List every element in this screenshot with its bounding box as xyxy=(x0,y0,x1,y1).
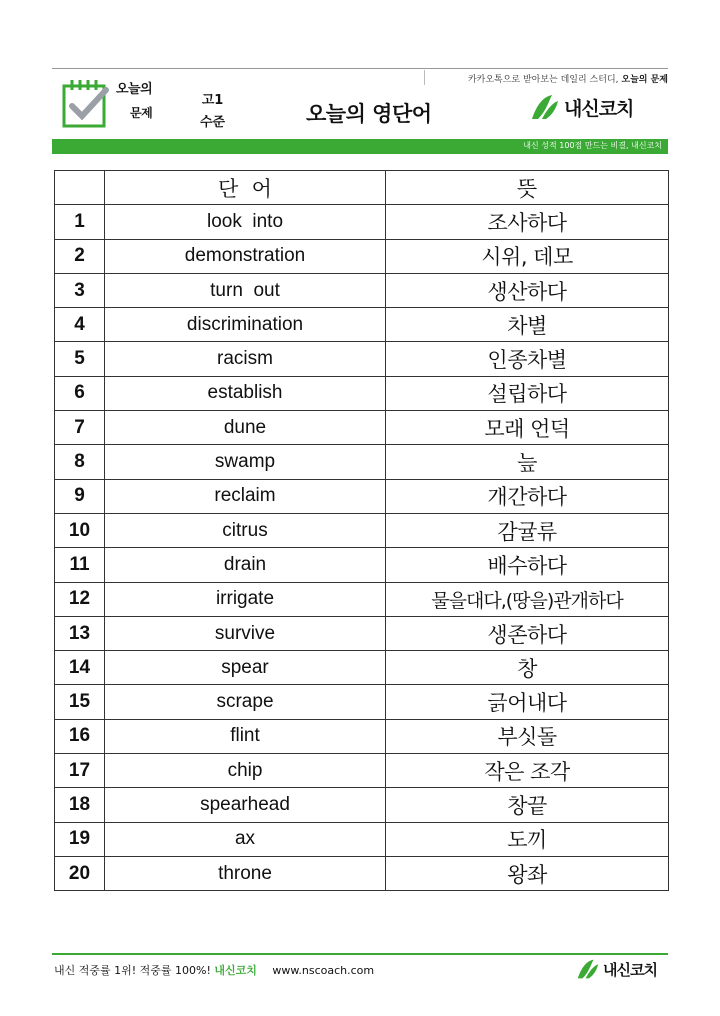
row-number: 13 xyxy=(55,616,105,650)
footer-brand-word: 내신코치 xyxy=(214,964,257,977)
header-top-border xyxy=(52,68,668,69)
row-number: 4 xyxy=(55,308,105,342)
footer-url: www.nscoach.com xyxy=(272,964,375,977)
row-meaning: 도끼 xyxy=(386,822,669,856)
level-line2: 수준 xyxy=(200,115,226,130)
header-word: 단 어 xyxy=(105,171,386,205)
row-word: scrape xyxy=(105,685,386,719)
row-word: spearhead xyxy=(105,788,386,822)
row-word: demonstration xyxy=(105,239,386,273)
level-line1: 고1 xyxy=(201,93,224,108)
table-row xyxy=(55,754,669,788)
row-number: 18 xyxy=(55,788,105,822)
table-row xyxy=(55,616,669,650)
row-meaning: 시위, 데모 xyxy=(386,239,669,273)
tagline-divider xyxy=(424,70,425,85)
logo-title-line1: 오늘의 xyxy=(116,82,153,97)
row-meaning: 모래 언덕 xyxy=(386,411,669,445)
footer-leaf-icon xyxy=(576,958,600,980)
row-meaning: 늪 xyxy=(386,445,669,479)
row-number: 17 xyxy=(55,754,105,788)
footer-text xyxy=(54,962,374,978)
header-number xyxy=(55,171,105,205)
table-row xyxy=(55,719,669,753)
row-number: 9 xyxy=(55,479,105,513)
vocabulary-table-body xyxy=(55,205,669,891)
row-number: 15 xyxy=(55,685,105,719)
footer-brand-name: 내신코치 xyxy=(603,960,657,979)
table-row xyxy=(55,548,669,582)
row-meaning: 왕좌 xyxy=(386,856,669,890)
table-row xyxy=(55,513,669,547)
row-number: 5 xyxy=(55,342,105,376)
row-word: citrus xyxy=(105,513,386,547)
row-number: 8 xyxy=(55,445,105,479)
row-word: chip xyxy=(105,754,386,788)
table-row xyxy=(55,479,669,513)
row-meaning: 물을대다,(땅을)관개하다 xyxy=(386,582,669,616)
row-meaning: 조사하다 xyxy=(386,205,669,239)
table-row xyxy=(55,273,669,307)
row-number: 12 xyxy=(55,582,105,616)
footer-slogan: 내신 적중률 1위! 적중률 100%! xyxy=(54,964,211,977)
brand-name: 내신코치 xyxy=(564,97,634,120)
row-number: 19 xyxy=(55,822,105,856)
row-meaning: 창끝 xyxy=(386,788,669,822)
header-green-bar xyxy=(52,139,668,154)
row-meaning: 창 xyxy=(386,651,669,685)
tagline-bold: 오늘의 문제 xyxy=(621,75,668,85)
row-number: 10 xyxy=(55,513,105,547)
page-header xyxy=(52,68,668,154)
row-number: 11 xyxy=(55,548,105,582)
level-label xyxy=(200,90,225,134)
row-meaning: 생산하다 xyxy=(386,273,669,307)
row-word: reclaim xyxy=(105,479,386,513)
row-word: throne xyxy=(105,856,386,890)
row-word: turn out xyxy=(105,273,386,307)
row-number: 7 xyxy=(55,411,105,445)
row-word: flint xyxy=(105,719,386,753)
row-word: survive xyxy=(105,616,386,650)
row-number: 6 xyxy=(55,376,105,410)
row-number: 16 xyxy=(55,719,105,753)
row-meaning: 생존하다 xyxy=(386,616,669,650)
logo-title-line2: 문제 xyxy=(130,106,153,120)
table-row xyxy=(55,651,669,685)
row-word: racism xyxy=(105,342,386,376)
row-number: 2 xyxy=(55,239,105,273)
footer-line xyxy=(52,953,668,955)
table-row xyxy=(55,376,669,410)
row-word: discrimination xyxy=(105,308,386,342)
row-meaning: 배수하다 xyxy=(386,548,669,582)
header-tagline xyxy=(468,72,668,85)
row-meaning: 차별 xyxy=(386,308,669,342)
table-row xyxy=(55,342,669,376)
row-number: 14 xyxy=(55,651,105,685)
row-word: spear xyxy=(105,651,386,685)
table-row xyxy=(55,308,669,342)
vocabulary-table xyxy=(54,170,669,891)
row-number: 1 xyxy=(55,205,105,239)
row-meaning: 긁어내다 xyxy=(386,685,669,719)
row-meaning: 부싯돌 xyxy=(386,719,669,753)
row-word: swamp xyxy=(105,445,386,479)
table-row xyxy=(55,685,669,719)
page-title: 오늘의 영단어 xyxy=(306,102,432,126)
row-meaning: 설립하다 xyxy=(386,376,669,410)
row-meaning: 인종차별 xyxy=(386,342,669,376)
row-meaning: 개간하다 xyxy=(386,479,669,513)
row-word: ax xyxy=(105,822,386,856)
table-row xyxy=(55,822,669,856)
row-meaning: 감귤류 xyxy=(386,513,669,547)
row-number: 20 xyxy=(55,856,105,890)
table-row xyxy=(55,205,669,239)
row-word: dune xyxy=(105,411,386,445)
daily-problem-logo-icon xyxy=(60,76,112,132)
header-bar-text: 내신 성적 100점 만드는 비결, 내신코치 xyxy=(523,141,662,150)
table-row xyxy=(55,788,669,822)
table-row xyxy=(55,582,669,616)
table-row xyxy=(55,856,669,890)
row-word: irrigate xyxy=(105,582,386,616)
table-row xyxy=(55,239,669,273)
footer-brand-logo xyxy=(576,958,657,980)
row-number: 3 xyxy=(55,273,105,307)
tagline-prefix: 카카오톡으로 받아보는 데일리 스터디, xyxy=(467,75,619,85)
table-row xyxy=(55,445,669,479)
table-header-row xyxy=(55,171,669,205)
header-meaning: 뜻 xyxy=(386,171,669,205)
brand-leaf-icon xyxy=(530,93,560,121)
brand-logo xyxy=(530,92,633,122)
row-word: establish xyxy=(105,376,386,410)
row-meaning: 작은 조각 xyxy=(386,754,669,788)
table-row xyxy=(55,411,669,445)
row-word: look into xyxy=(105,205,386,239)
row-word: drain xyxy=(105,548,386,582)
